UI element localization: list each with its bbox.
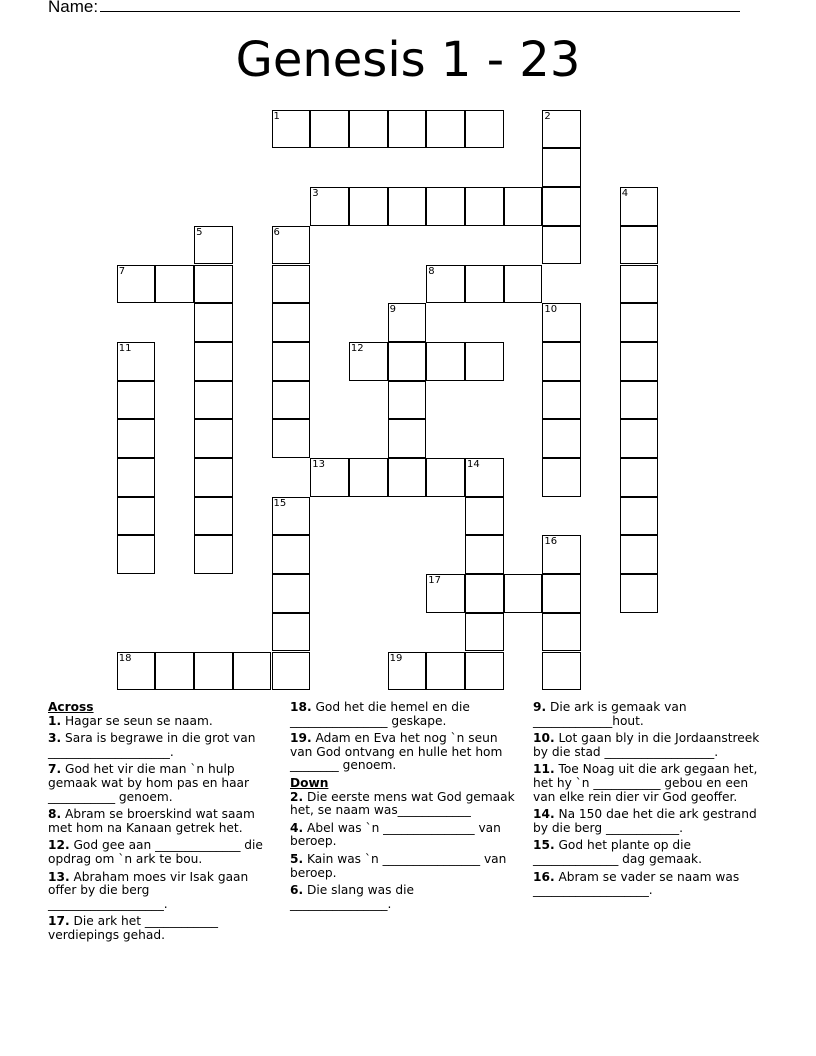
grid-cell[interactable] — [620, 381, 659, 420]
grid-cell[interactable] — [349, 342, 388, 381]
grid-cell[interactable] — [426, 187, 465, 226]
grid-cell[interactable] — [272, 652, 311, 691]
grid-cell[interactable] — [388, 419, 427, 458]
grid-cell[interactable] — [542, 535, 581, 574]
grid-cell[interactable] — [117, 535, 156, 574]
clue-item-text: God het plante op die ______________ dag gemaak. — [533, 838, 702, 866]
grid-cell[interactable] — [194, 381, 233, 420]
grid-cell[interactable] — [272, 265, 311, 304]
clue-item — [290, 791, 516, 818]
grid-cell[interactable] — [620, 497, 659, 536]
clue-number: 2 — [544, 110, 551, 122]
grid-cell[interactable] — [310, 458, 349, 497]
grid-cell[interactable] — [465, 265, 504, 304]
grid-cell[interactable] — [542, 652, 581, 691]
grid-cell[interactable] — [426, 265, 465, 304]
clue-item — [533, 732, 769, 759]
clue-item-text: Hagar se seun se naam. — [61, 713, 213, 728]
grid-cell[interactable] — [620, 458, 659, 497]
grid-cell[interactable] — [504, 265, 543, 304]
grid-cell[interactable] — [310, 110, 349, 149]
clue-item-text: Abram se broerskind wat saam met hom na Kanaan getrek het. — [48, 807, 255, 835]
grid-cell[interactable] — [542, 342, 581, 381]
grid-cell[interactable] — [426, 458, 465, 497]
clue-item-text: Adam en Eva het nog `n seun van God ontvang en hulle het hom ________ genoem. — [290, 731, 503, 773]
grid-cell[interactable] — [620, 419, 659, 458]
grid-cell[interactable] — [117, 342, 156, 381]
grid-cell[interactable] — [542, 303, 581, 342]
grid-cell[interactable] — [117, 265, 156, 304]
clue-item-text: God het die hemel en die ________________ geskape. — [290, 700, 470, 728]
grid-cell[interactable] — [388, 303, 427, 342]
grid-cell[interactable] — [542, 381, 581, 420]
clue-number: 1 — [273, 110, 280, 122]
clue-item — [48, 763, 272, 804]
grid-cell[interactable] — [233, 652, 272, 691]
clue-number: 3 — [312, 188, 319, 200]
grid-cell[interactable] — [194, 226, 233, 265]
clue-item-text: Sara is begrawe in die grot van ____________________. — [48, 731, 256, 759]
grid-cell[interactable] — [542, 574, 581, 613]
clue-item-number: 15. — [533, 838, 555, 853]
clue-item-number: 9. — [533, 700, 547, 714]
clue-number: 17 — [428, 575, 442, 587]
grid-cell[interactable] — [272, 497, 311, 536]
grid-cell[interactable] — [349, 187, 388, 226]
grid-cell[interactable] — [388, 110, 427, 149]
clue-item-number: 5. — [290, 851, 304, 866]
grid-cell[interactable] — [388, 652, 427, 691]
clue-item-text: God gee aan ______________ die opdrag om `n ark te bou. — [48, 838, 263, 866]
clue-item-number: 19. — [290, 731, 312, 746]
grid-cell[interactable] — [272, 613, 311, 652]
grid-cell[interactable] — [388, 187, 427, 226]
grid-cell[interactable] — [155, 652, 194, 691]
grid-cell[interactable] — [272, 574, 311, 613]
clue-item — [533, 763, 769, 804]
grid-cell[interactable] — [272, 381, 311, 420]
grid-cell[interactable] — [620, 535, 659, 574]
grid-cell[interactable] — [426, 342, 465, 381]
grid-cell[interactable] — [465, 613, 504, 652]
grid-cell[interactable] — [620, 265, 659, 304]
clue-item-text: Abram se vader se naam was ___________________. — [533, 869, 740, 898]
clue-number: 19 — [389, 652, 403, 664]
clue-item — [290, 884, 516, 911]
grid-cell[interactable] — [465, 110, 504, 149]
clue-item-text: Abraham moes vir Isak gaan offer by die berg ___________________. — [48, 869, 249, 911]
grid-cell[interactable] — [194, 303, 233, 342]
clue-column-2 — [290, 701, 516, 915]
clue-item — [290, 853, 516, 880]
grid-cell[interactable] — [542, 458, 581, 497]
grid-cell[interactable] — [194, 458, 233, 497]
name-label: Name: — [48, 0, 99, 16]
across-heading: Across — [48, 700, 94, 714]
grid-cell[interactable] — [194, 265, 233, 304]
clue-item-text: Kain was `n ________________ van beroep. — [290, 851, 507, 880]
clue-number: 9 — [389, 304, 396, 316]
grid-cell[interactable] — [272, 342, 311, 381]
grid-cell[interactable] — [465, 187, 504, 226]
grid-cell[interactable] — [620, 342, 659, 381]
grid-cell[interactable] — [117, 458, 156, 497]
clue-item — [48, 732, 272, 759]
clue-item-number: 13. — [48, 869, 70, 884]
grid-cell[interactable] — [542, 187, 581, 226]
grid-cell[interactable] — [155, 265, 194, 304]
grid-cell[interactable] — [620, 574, 659, 613]
grid-cell[interactable] — [272, 535, 311, 574]
clue-number: 14 — [467, 459, 480, 470]
grid-cell[interactable] — [542, 110, 581, 149]
grid-cell[interactable] — [194, 342, 233, 381]
grid-cell[interactable] — [194, 497, 233, 536]
clue-item — [533, 871, 769, 898]
clue-item — [533, 701, 769, 728]
grid-cell[interactable] — [194, 535, 233, 574]
clue-column-3 — [533, 701, 769, 902]
grid-cell[interactable] — [117, 419, 156, 458]
clue-number: 6 — [273, 226, 280, 238]
grid-cell[interactable] — [620, 187, 659, 226]
grid-cell[interactable] — [194, 419, 233, 458]
clue-number: 8 — [428, 265, 435, 277]
clue-item-number: 6. — [290, 883, 304, 898]
grid-cell[interactable] — [194, 652, 233, 691]
grid-cell[interactable] — [117, 497, 156, 536]
grid-cell[interactable] — [117, 652, 156, 691]
clue-item-text: Lot gaan bly in die Jordaanstreek by die stad __________________. — [533, 731, 760, 759]
clue-number: 18 — [118, 652, 132, 664]
clue-item — [290, 822, 516, 849]
grid-cell[interactable] — [542, 226, 581, 265]
clue-item-text: Die ark is gemaak van _____________hout. — [533, 700, 687, 728]
clue-number: 7 — [118, 265, 126, 277]
clue-item-text: Die eerste mens wat God gemaak het, se naam was____________ — [290, 789, 515, 818]
clue-item-number: 12. — [48, 838, 70, 853]
grid-cell[interactable] — [465, 652, 504, 691]
grid-cell[interactable] — [272, 110, 311, 149]
clue-number: 5 — [196, 226, 203, 238]
clue-item-text: God het vir die man `n hulp gemaak wat by hom pas en haar ___________ genoem. — [48, 762, 250, 804]
clue-item-number: 4. — [290, 820, 304, 835]
clue-item-number: 8. — [48, 807, 62, 822]
clue-item — [48, 915, 272, 942]
clue-item-text: Die slang was die ________________. — [290, 883, 414, 911]
grid-cell[interactable] — [349, 110, 388, 149]
clue-item-number: 10. — [533, 731, 555, 746]
grid-cell[interactable] — [465, 535, 504, 574]
clue-number: 13 — [312, 459, 325, 470]
clue-item — [48, 808, 272, 835]
grid-cell[interactable] — [388, 381, 427, 420]
clue-item-text: Die ark het ____________ verdiepings gehad. — [48, 914, 219, 942]
grid-cell[interactable] — [542, 419, 581, 458]
clue-item-number: 16. — [533, 869, 555, 884]
grid-cell[interactable] — [465, 574, 504, 613]
clue-item-text: Abel was `n _______________ van beroep. — [290, 820, 501, 849]
grid-cell[interactable] — [426, 652, 465, 691]
down-heading: Down — [290, 775, 329, 790]
grid-cell[interactable] — [426, 574, 465, 613]
grid-cell[interactable] — [465, 497, 504, 536]
grid-cell[interactable] — [620, 226, 659, 265]
clue-number: 15 — [273, 497, 287, 509]
clue-item-number: 1. — [48, 713, 62, 728]
grid-cell[interactable] — [504, 187, 543, 226]
grid-cell[interactable] — [465, 342, 504, 381]
clue-item — [533, 808, 769, 835]
clue-item — [48, 715, 272, 729]
clue-item-text: Na 150 dae het die ark gestrand by die berg ____________. — [533, 807, 757, 835]
clue-item-number: 2. — [290, 789, 304, 804]
grid-cell[interactable] — [310, 187, 349, 226]
clue-item — [48, 871, 272, 912]
clue-column-1 — [48, 701, 272, 947]
clue-number: 4 — [621, 188, 629, 200]
clue-item — [48, 839, 272, 866]
grid-cell[interactable] — [349, 458, 388, 497]
grid-cell[interactable] — [542, 148, 581, 187]
clue-item — [533, 839, 769, 866]
grid-cell[interactable] — [426, 110, 465, 149]
clue-number: 16 — [544, 536, 558, 548]
grid-cell[interactable] — [465, 458, 504, 497]
clue-item-text: Toe Noag uit die ark gegaan het, het hy `n ___________ gebou en een van elke rein dier vir God geoffer. — [533, 762, 758, 804]
grid-cell[interactable] — [272, 303, 311, 342]
clue-item-number: 7. — [48, 762, 62, 777]
grid-cell[interactable] — [388, 458, 427, 497]
grid-cell[interactable] — [272, 419, 311, 458]
clue-item-number: 3. — [48, 731, 62, 746]
clue-item — [290, 732, 516, 773]
clue-number: 12 — [350, 342, 364, 354]
grid-cell[interactable] — [117, 381, 156, 420]
grid-cell[interactable] — [620, 303, 659, 342]
clue-item — [290, 701, 516, 728]
clue-number: 11 — [118, 342, 132, 354]
grid-cell[interactable] — [504, 574, 543, 613]
clue-number: 10 — [544, 304, 558, 316]
clue-item-number: 14. — [533, 807, 555, 822]
grid-cell[interactable] — [388, 342, 427, 381]
page-title: Genesis 1 - 23 — [235, 32, 581, 88]
clue-item-number: 17. — [48, 914, 70, 929]
clue-item-number: 18. — [290, 700, 312, 714]
grid-cell[interactable] — [542, 613, 581, 652]
grid-cell[interactable] — [272, 226, 311, 265]
clue-item-number: 11. — [533, 762, 555, 777]
